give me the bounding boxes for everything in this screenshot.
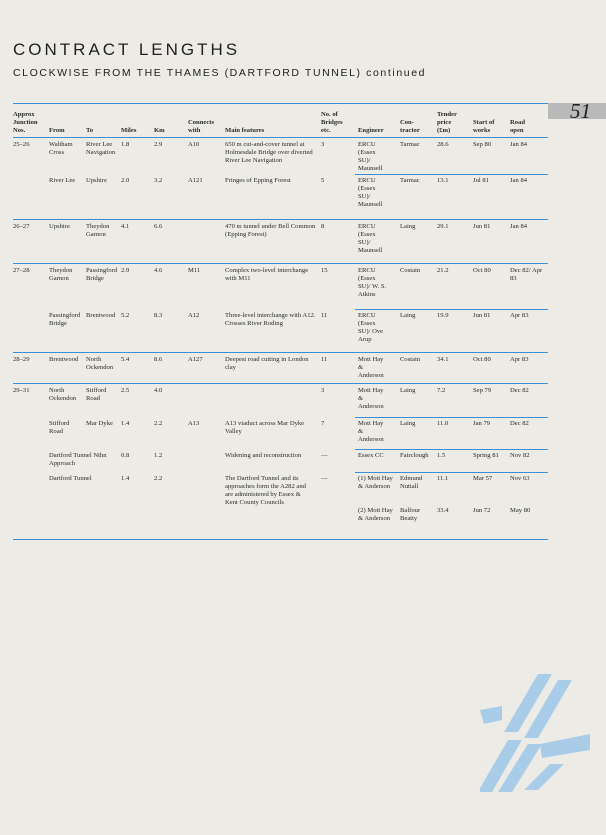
cell-price: 21.2 xyxy=(437,267,449,274)
cell-connects: M11 xyxy=(188,267,201,274)
cell-start: Jan 79 xyxy=(473,420,491,427)
cell-start: Jul 81 xyxy=(473,177,489,184)
cell-from: Stifford Road xyxy=(49,420,70,436)
cell-contractor: Laing xyxy=(400,387,416,394)
cell-connects: A10 xyxy=(188,141,200,148)
cell-price: 1.5 xyxy=(437,452,446,459)
cell-bridges: 3 xyxy=(321,387,325,394)
cell-contractor: Laing xyxy=(400,223,416,230)
cell-features: Fringes of Epping Forest xyxy=(225,177,291,184)
cell-price: 13.1 xyxy=(437,177,449,184)
cell-features: Deepest road cutting in London clay xyxy=(225,356,309,372)
table-row xyxy=(13,138,548,174)
header-connects: Connects with xyxy=(188,118,215,134)
cell-to: River Lee Navigation xyxy=(86,141,116,157)
cell-start: Oct 80 xyxy=(473,267,491,274)
cell-bridges: 11 xyxy=(321,356,328,363)
cell-miles: 1.8 xyxy=(121,141,130,148)
cell-junction: 29–31 xyxy=(13,387,30,394)
cell-km: 3.2 xyxy=(154,177,163,184)
cell-bridges: 11 xyxy=(321,312,328,319)
cell-from: Waltham Cross xyxy=(49,141,73,157)
cell-from: Theydon Garnon xyxy=(49,267,73,283)
cell-features: Complex two-level interchange with M11 xyxy=(225,267,309,283)
cell-miles: 2.0 xyxy=(121,177,130,184)
cell-miles: 0.8 xyxy=(121,452,130,459)
cell-miles: 1.4 xyxy=(121,475,130,482)
cell-engineer: ERCU (Essex SU)/ Maunsell xyxy=(358,141,383,173)
cell-from: Upshire xyxy=(49,223,70,230)
table-row xyxy=(13,309,548,352)
table-row xyxy=(13,174,548,219)
cell-connects: A13 xyxy=(188,420,200,427)
header-miles: Miles xyxy=(121,126,137,134)
cell-open: Nov 63 xyxy=(510,475,530,482)
cell-bridges: 15 xyxy=(321,267,328,274)
table-row xyxy=(13,417,548,449)
cell-miles: 1.4 xyxy=(121,420,130,427)
cell-open: Dec 82 xyxy=(510,387,529,394)
cell-start: Jun 81 xyxy=(473,312,491,319)
cell-contractor: Tarmac xyxy=(400,177,420,184)
cell-open: Nov 82 xyxy=(510,452,530,459)
cell-engineer: ERCU (Essex SU)/ Ove Arup xyxy=(358,312,384,344)
cell-open-2: May 80 xyxy=(510,507,531,514)
cell-price: 7.2 xyxy=(437,387,446,394)
cell-junction: 28–29 xyxy=(13,356,30,363)
header-from: From xyxy=(49,126,65,134)
table-header xyxy=(13,108,548,138)
header-to: To xyxy=(86,126,94,134)
cell-contractor: Costain xyxy=(400,267,421,274)
cell-contractor: Edmund Nuttall xyxy=(400,475,423,491)
table-row xyxy=(13,472,548,539)
cell-price: 19.9 xyxy=(437,312,449,319)
header-open: Road open xyxy=(510,118,526,134)
cell-km: 4.0 xyxy=(154,387,163,394)
cell-bridges: 8 xyxy=(321,223,325,230)
cell-price: 11.1 xyxy=(437,475,449,482)
cell-contractor: Costain xyxy=(400,356,421,363)
cell-features: The Dartford Tunnel and its approaches form the A282 and are administered by Essex & Kent County Councils xyxy=(225,475,306,507)
cell-contractor: Tarmac xyxy=(400,141,420,148)
cell-km: 2.2 xyxy=(154,420,163,427)
cell-km: 8.6 xyxy=(154,356,163,363)
cell-engineer: ERCU (Essex SU)/ Maunsell xyxy=(358,223,383,255)
top-rule xyxy=(13,103,548,104)
page-number: 51 xyxy=(570,99,591,123)
cell-km: 4.6 xyxy=(154,267,163,274)
cell-price-2: 33.4 xyxy=(437,507,449,514)
cell-to: Upshire xyxy=(86,177,107,184)
header-junction: Approx Junction Nos. xyxy=(13,110,38,134)
cell-km: 8.3 xyxy=(154,312,163,319)
header-features: Main features xyxy=(225,126,265,134)
cell-contractor-2: Balfour Beatty xyxy=(400,507,421,523)
motorway-logo-icon xyxy=(480,672,590,792)
cell-engineer-2: (2) Mott Hay & Anderson xyxy=(358,507,393,523)
cell-to: Stifford Road xyxy=(86,387,107,403)
table-row xyxy=(13,384,548,417)
cell-open: Jan 84 xyxy=(510,141,528,148)
table-group xyxy=(13,353,548,384)
cell-bridges: — xyxy=(321,475,328,482)
cell-from: River Lee xyxy=(49,177,76,184)
table-group xyxy=(13,264,548,353)
cell-features: 470 m tunnel under Bell Common (Epping Forest) xyxy=(225,223,316,239)
cell-bridges: — xyxy=(321,452,328,459)
cell-bridges: 7 xyxy=(321,420,325,427)
table-group xyxy=(13,220,548,264)
cell-open: Apr 83 xyxy=(510,356,529,363)
cell-to: Theydon Garnon xyxy=(86,223,110,239)
cell-engineer: Mott Hay & Anderson xyxy=(358,420,384,444)
cell-from: Brentwood xyxy=(49,356,79,363)
cell-miles: 5.2 xyxy=(121,312,130,319)
cell-connects: A121 xyxy=(188,177,203,184)
cell-engineer: (1) Mott Hay & Anderson xyxy=(358,475,393,491)
cell-to: Brentwood xyxy=(86,312,116,319)
cell-start: Spring 81 xyxy=(473,452,499,459)
cell-engineer: Mott Hay & Anderson xyxy=(358,356,384,380)
cell-from: Dartford Tunnel Nthn Approach xyxy=(49,452,107,468)
cell-open: Dec 82/ Apr 83 xyxy=(510,267,543,283)
cell-contractor: Laing xyxy=(400,312,416,319)
header-price: Tender price (£m) xyxy=(437,110,457,134)
cell-connects: A127 xyxy=(188,356,203,363)
table-row xyxy=(13,449,548,472)
cell-miles: 4.1 xyxy=(121,223,130,230)
cell-open: Jan 84 xyxy=(510,177,528,184)
header-contractor: Con-tractor xyxy=(400,118,420,134)
cell-from: Dartford Tunnel xyxy=(49,475,92,482)
header-engineer: Engineer xyxy=(358,126,384,134)
cell-km: 6.6 xyxy=(154,223,163,230)
cell-bridges: 5 xyxy=(321,177,325,184)
cell-km: 2.9 xyxy=(154,141,163,148)
cell-engineer: ERCU (Essex SU)/ Maunsell xyxy=(358,177,383,209)
cell-start: Sep 79 xyxy=(473,387,492,394)
cell-price: 34.1 xyxy=(437,356,449,363)
cell-open: Apr 83 xyxy=(510,312,529,319)
cell-open: Jan 84 xyxy=(510,223,528,230)
table-row xyxy=(13,353,548,383)
contract-table xyxy=(13,108,548,540)
header-km: Km xyxy=(154,126,165,134)
cell-features: Widening and reconstruction xyxy=(225,452,302,459)
cell-price: 11.0 xyxy=(437,420,449,427)
table-row xyxy=(13,220,548,263)
cell-features: Three-level interchange with A12. Crosses River Roding xyxy=(225,312,316,328)
page-title: CONTRACT LENGTHS xyxy=(13,40,241,59)
cell-km: 1.2 xyxy=(154,452,163,459)
cell-to: Mar Dyke xyxy=(86,420,113,427)
cell-engineer: Mott Hay & Anderson xyxy=(358,387,384,411)
cell-bridges: 3 xyxy=(321,141,325,148)
cell-price: 29.1 xyxy=(437,223,449,230)
cell-km: 2.2 xyxy=(154,475,163,482)
cell-junction: 27–28 xyxy=(13,267,30,274)
cell-to: North Ockendon xyxy=(86,356,114,372)
cell-open: Dec 82 xyxy=(510,420,529,427)
header-bridges: No. of Bridges etc. xyxy=(321,110,343,134)
cell-features: 650 m cut-and-cover tunnel at Holmesdale Bridge over diverted River Lee Navigation xyxy=(225,141,313,165)
cell-contractor: Fairclough xyxy=(400,452,429,459)
cell-to: Passingford Bridge xyxy=(86,267,118,283)
cell-features: A13 viaduct across Mar Dyke Valley xyxy=(225,420,305,436)
cell-from: North Ockendon xyxy=(49,387,77,403)
cell-connects: A12 xyxy=(188,312,200,319)
cell-junction: 26–27 xyxy=(13,223,30,230)
cell-price: 28.6 xyxy=(437,141,449,148)
cell-miles: 2.9 xyxy=(121,267,130,274)
cell-start-2: Jun 72 xyxy=(473,507,491,514)
cell-engineer: Essex CC xyxy=(358,452,384,459)
table-row xyxy=(13,264,548,309)
table-group xyxy=(13,384,548,540)
header-start: Start of works xyxy=(473,118,495,134)
cell-from: Passingford Bridge xyxy=(49,312,81,328)
cell-engineer: ERCU (Essex SU)/ W. S. Atkins xyxy=(358,267,387,299)
table-group xyxy=(13,138,548,220)
cell-junction: 25–26 xyxy=(13,141,30,148)
cell-start: Oct 80 xyxy=(473,356,491,363)
cell-miles: 5.4 xyxy=(121,356,130,363)
page-subtitle: CLOCKWISE FROM THE THAMES (DARTFORD TUNNEL) continued xyxy=(13,67,427,79)
cell-start: Sep 80 xyxy=(473,141,492,148)
cell-miles: 2.5 xyxy=(121,387,130,394)
cell-contractor: Laing xyxy=(400,420,416,427)
cell-start: Jun 81 xyxy=(473,223,491,230)
cell-start: Mar 57 xyxy=(473,475,493,482)
